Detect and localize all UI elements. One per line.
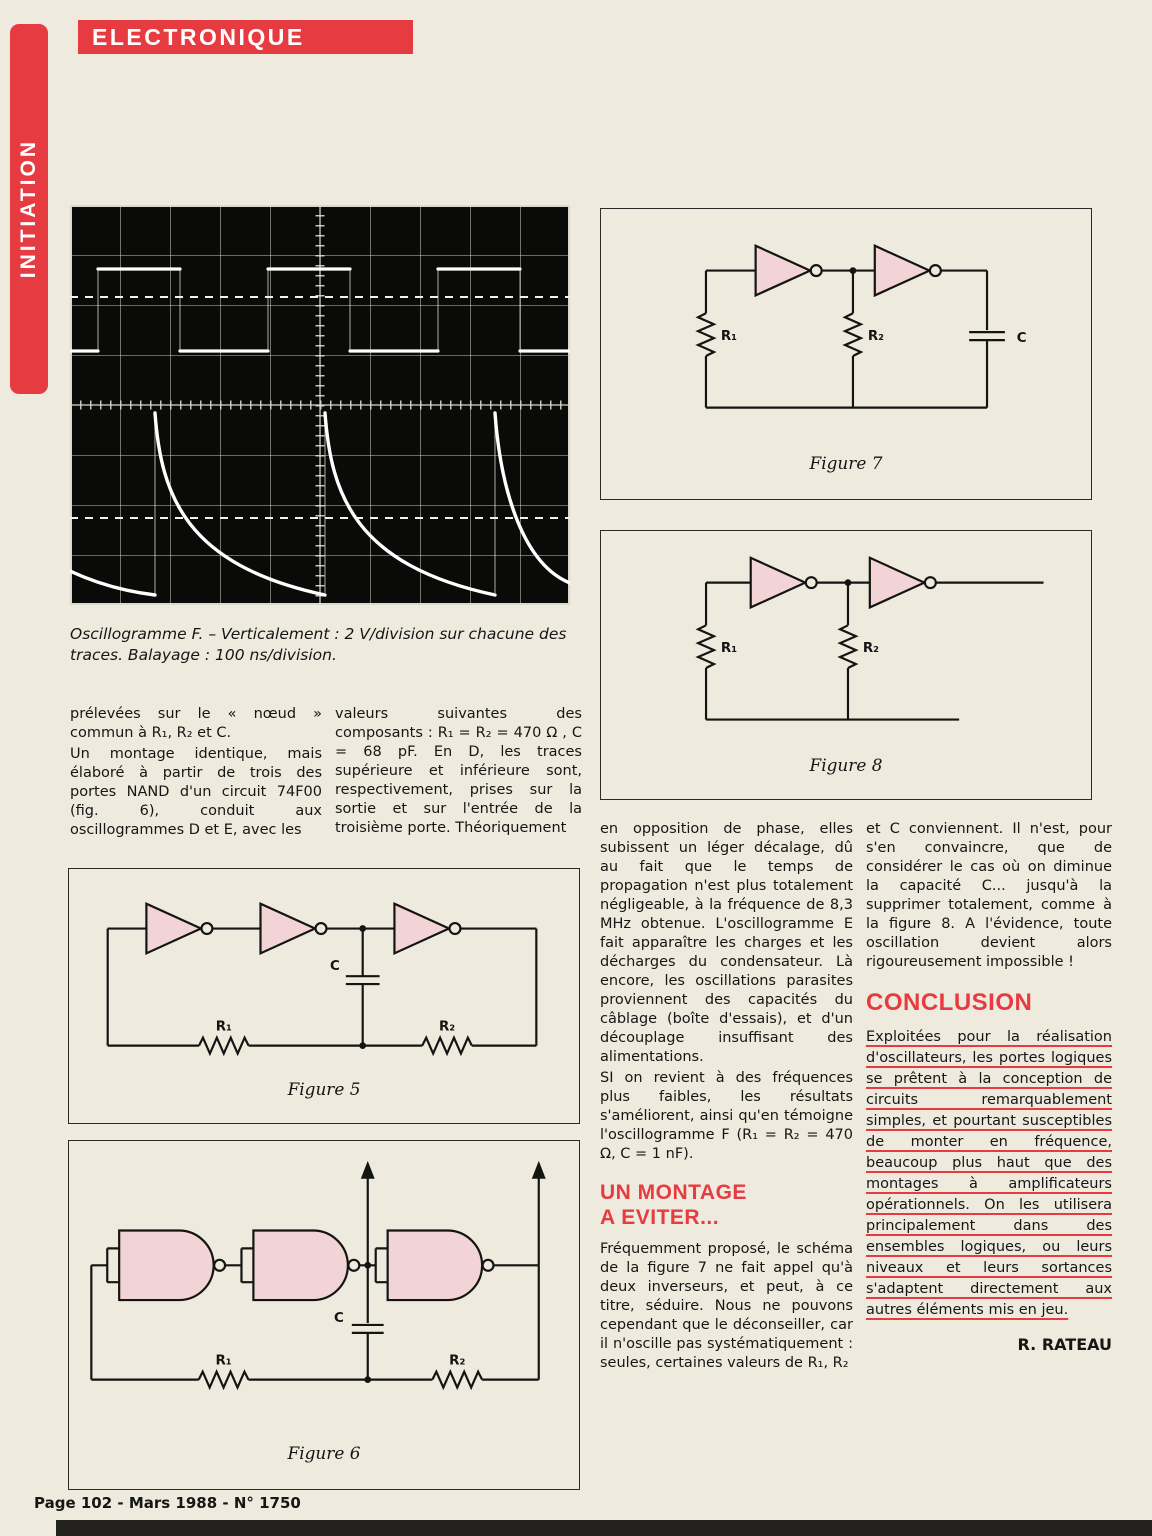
label-r1: R₁: [720, 329, 738, 345]
figure-8-schematic: [601, 531, 1091, 799]
section-banner-label: ELECTRONIQUE: [92, 23, 305, 50]
paragraph: Fréquemment proposé, le schéma de la figure 7 ne fait appel qu'à deux inverseurs, et peut, à ce titre, séduire. Nous ne pouvons cependant que le déconseiller, car il n'oscille pas systématiquement : seules, certaines valeurs de R₁, R₂: [600, 1241, 853, 1371]
inverter-bubble: [806, 577, 817, 588]
article-column-4: [866, 820, 1112, 1354]
inverter-bubble: [811, 265, 822, 276]
figure-5-schematic: [69, 869, 579, 1123]
paragraph: valeurs suivantes des composants : R₁ = R₂ = 470 Ω , C = 68 pF. En D, les traces supérieure et inférieure sont, respectivement, prises sur la sortie et sur l'entrée de la troisième porte. Théoriquement: [335, 706, 582, 836]
inverter-bubble: [925, 577, 936, 588]
section-heading-conclusion: CONCLUSION: [866, 989, 1033, 1016]
resistor-r1: [698, 313, 714, 356]
inverter-bubble: [930, 265, 941, 276]
inverter-gate-1: [756, 246, 811, 296]
figure-7-schematic: [601, 209, 1091, 499]
label-r1: R₁: [215, 1353, 232, 1369]
resistor-r2: [845, 313, 861, 356]
capacitor-c: [346, 976, 380, 984]
resistor-r1: [199, 1038, 249, 1054]
label-r2: R₂: [449, 1353, 466, 1369]
figure-8: [600, 530, 1092, 800]
inverter-gate-1: [751, 558, 806, 608]
figure-6-label: Figure 6: [287, 1443, 361, 1464]
nand-gate-1: [119, 1230, 213, 1300]
probe-arrow-1: [361, 1161, 375, 1179]
resistor-r2: [422, 1038, 472, 1054]
page-footer: Page 102 - Mars 1988 - N° 1750: [34, 1494, 301, 1512]
paragraph: Un montage identique, mais élaboré à partir de trois des portes NAND d'un circuit 74F00 (fig. 6), conduit aux oscillogrammes D et E, avec les: [70, 746, 322, 838]
heading-line: A EVITER...: [600, 1206, 720, 1229]
label-c: C: [334, 1310, 344, 1326]
section-heading-montage: [600, 1180, 853, 1230]
section-tab: [10, 24, 48, 394]
capacitor-c: [969, 332, 1005, 340]
scan-edge-strip: [56, 1520, 1152, 1536]
figure-7-label: Figure 7: [809, 453, 883, 474]
label-r2: R₂: [438, 1019, 456, 1035]
nand-gate-2: [253, 1230, 347, 1300]
label-c: C: [330, 959, 340, 975]
resistor-r2: [432, 1372, 482, 1388]
inverter-bubble: [201, 923, 212, 934]
label-r1: R₁: [215, 1019, 232, 1035]
figure-5: [68, 868, 580, 1124]
label-r2: R₂: [862, 641, 880, 657]
inverter-bubble: [450, 923, 461, 934]
figure-5-label: Figure 5: [287, 1079, 361, 1100]
figure-7: [600, 208, 1092, 500]
oscillogram-caption: Oscillogramme F. – Verticalement : 2 V/division sur chacune des traces. Balayage : 100 ns/division.: [70, 625, 567, 664]
figure-6: [68, 1140, 580, 1490]
label-c: C: [1016, 331, 1027, 347]
label-r1: R₁: [720, 641, 738, 657]
author-signature: R. RATEAU: [1017, 1335, 1112, 1354]
inverter-gate-2: [875, 246, 930, 296]
section-banner: [78, 20, 413, 54]
inverter-gate-2: [261, 904, 316, 954]
figure-8-label: Figure 8: [809, 755, 883, 776]
conclusion-paragraph: Exploitées pour la réalisation d'oscillateurs, les portes logiques se prêtent à la conception de circuits remarquablement simples, et pourtant susceptibles de monter en fréquence, beaucoup plus haut que des montages à amplificateurs opérationnels. On les utilisera principalement dans des ensembles logiques, ou leurs niveaux et leurs sortances s'adaptent directement aux autres éléments mis en jeu.: [866, 1029, 1112, 1318]
paragraph: prélevées sur le « nœud » commun à R₁, R₂ et C.: [70, 706, 322, 741]
label-r2: R₂: [867, 329, 885, 345]
resistor-r1: [698, 625, 714, 668]
section-tab-label: INITIATION: [17, 139, 40, 279]
article-column-3: [600, 820, 853, 1375]
oscilloscope-screen: [70, 205, 570, 605]
inverter-gate-1: [146, 904, 201, 954]
figure-6-schematic: [69, 1141, 579, 1489]
paragraph: SI on revient à des fréquences plus faibles, les résultats s'améliorent, ainsi qu'en témoigne l'oscillogramme F (R₁ = R₂ = 470 Ω, C = 1 nF).: [600, 1070, 853, 1162]
heading-line: UN MONTAGE: [600, 1181, 747, 1204]
paragraph: en opposition de phase, elles subissent un léger décalage, dû au fait que le temps de propagation n'est plus totalement négligeable, à la fréquence de 8,3 MHz obtenue. L'oscillogramme E fait apparaître les charges et les décharges du condensateur. Là encore, les oscillations parasites proviennent des capacités du câblage (boîte d'essais), et d'un découplage insuffisant des alimentations.: [600, 821, 853, 1065]
oscillogram-photo: [70, 205, 570, 605]
inverter-gate-2: [870, 558, 925, 608]
resistor-r1: [199, 1372, 249, 1388]
paragraph: et C conviennent. Il n'est, pour s'en convaincre, que de considérer le cas où on diminue la capacité C... jusqu'à la supprimer totalement, comme à la figure 8. A l'évidence, toute oscillation devient alors rigoureusement impossible !: [866, 821, 1112, 970]
nand-bubble: [348, 1260, 359, 1271]
nand-gate-3: [388, 1230, 482, 1300]
resistor-r2: [840, 625, 856, 668]
article-column-2: [335, 705, 582, 840]
inverter-gate-3: [394, 904, 449, 954]
probe-arrow-2: [532, 1161, 546, 1179]
nand-bubble: [483, 1260, 494, 1271]
article-column-1: [70, 705, 322, 842]
nand-bubble: [214, 1260, 225, 1271]
inverter-bubble: [316, 923, 327, 934]
